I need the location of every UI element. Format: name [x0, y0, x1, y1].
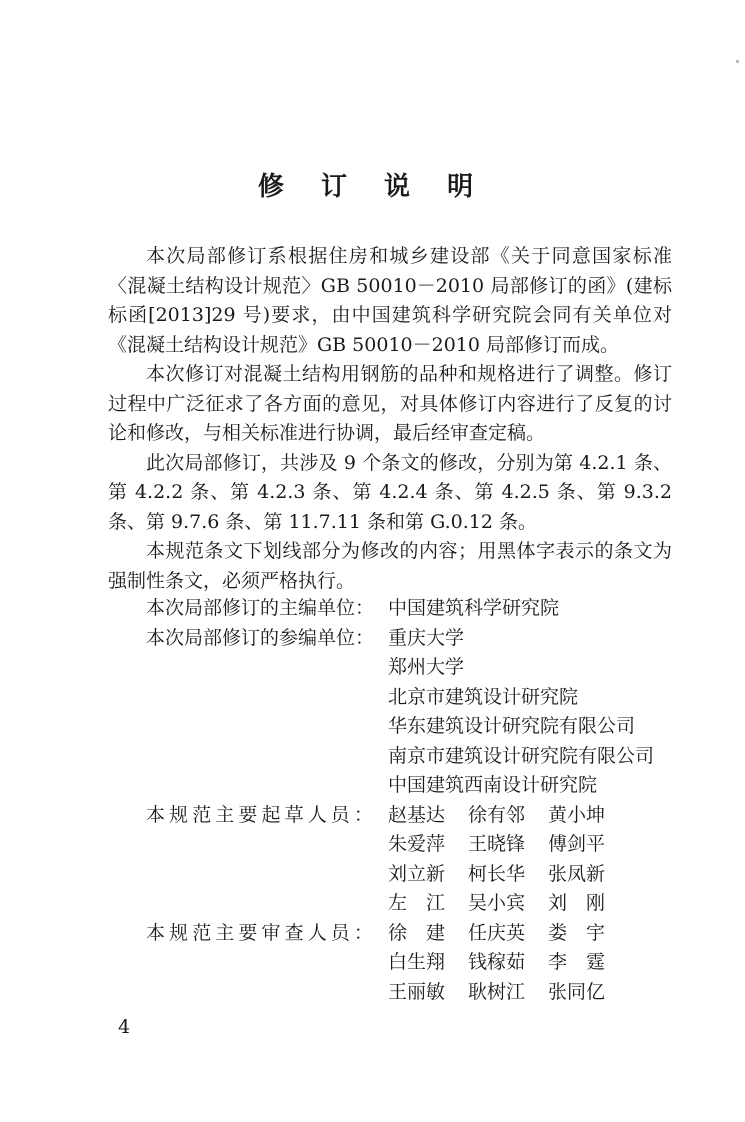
scan-artifact [736, 60, 739, 63]
drafter-name: 柯长华 [468, 862, 526, 885]
reviewer-name: 任庆英 [468, 921, 526, 944]
participating-unit: 华东建筑设计研究院有限公司 [388, 715, 636, 737]
participating-unit: 北京市建筑设计研究院 [388, 685, 579, 708]
participating-unit: 郑州大学 [388, 656, 465, 678]
reviewer-name: 王丽敏 [388, 980, 446, 1003]
reviewers-row [108, 948, 708, 978]
reviewers-label: 本规范主要审查人员： [146, 921, 378, 944]
reviewer-name: 白生翔 [388, 951, 446, 973]
reviewer-name: 耿树江 [468, 980, 526, 1003]
participating-unit-row [108, 683, 708, 713]
reviewer-name: 张同亿 [548, 980, 606, 1003]
page-title: 修 订 说 明 [257, 172, 488, 202]
participating-unit: 重庆大学 [388, 626, 465, 649]
reviewer-name: 娄 宇 [548, 921, 606, 944]
reviewers-row [108, 919, 708, 949]
drafters-row [108, 801, 708, 831]
drafter-name: 刘 刚 [548, 892, 606, 914]
drafter-name: 张凤新 [548, 862, 606, 885]
paragraph-articles: 此次局部修订，共涉及 9 个条文的修改，分别为第 4.2.1 条、第 4.2.2 条、第 4.2.3 条、第 4.2.4 条、第 4.2.5 条、第 9.3.2 条、第 9.7.6 条、第 11.7.11 条和第 G.0.12 条。 [108, 451, 672, 533]
drafter-name: 傅剑平 [548, 833, 606, 855]
paragraph-notation: 本规范条文下划线部分为修改的内容；用黑体字表示的条文为强制性条文，必须严格执行。 [108, 540, 672, 592]
participating-unit-row [108, 712, 708, 742]
participating-unit-row [108, 624, 708, 654]
contributors-list [108, 594, 708, 1007]
chief-unit-value: 中国建筑科学研究院 [388, 597, 560, 619]
page-number: 4 [118, 1016, 131, 1038]
reviewer-name: 钱稼茹 [468, 951, 526, 973]
drafter-name: 王晓锋 [468, 833, 526, 855]
reviewers-row [108, 978, 708, 1008]
chief-unit-row [108, 594, 708, 624]
drafters-row [108, 860, 708, 890]
participating-units-label: 本次局部修订的参编单位： [146, 626, 375, 649]
drafter-name: 徐有邻 [468, 803, 526, 826]
participating-unit: 南京市建筑设计研究院有限公司 [388, 744, 655, 767]
participating-unit-row [108, 742, 708, 772]
drafters-row [108, 889, 708, 919]
participating-unit-row [108, 771, 708, 801]
drafter-name: 赵基达 [388, 803, 446, 826]
paragraph-basis: 本次局部修订系根据住房和城乡建设部《关于同意国家标准〈混凝土结构设计规范〉GB 50010－2010 局部修订的函》(建标标函[2013]29 号)要求，由中国建筑科学研究院会同有关单位对《混凝土结构设计规范》GB 50010－2010 局部修订而成。 [108, 245, 672, 356]
drafter-name: 左 江 [388, 892, 446, 914]
participating-unit: 中国建筑西南设计研究院 [388, 774, 598, 796]
drafter-name: 刘立新 [388, 862, 446, 885]
drafters-row [108, 830, 708, 860]
chief-unit-label: 本次局部修订的主编单位： [146, 597, 375, 619]
drafters-label: 本规范主要起草人员： [146, 803, 378, 826]
drafter-name: 吴小宾 [468, 892, 526, 914]
drafter-name: 朱爱萍 [388, 833, 446, 855]
participating-unit-row [108, 653, 708, 683]
reviewer-name: 李 霆 [548, 951, 606, 973]
paragraph-scope: 本次修订对混凝土结构用钢筋的品种和规格进行了调整。修订过程中广泛征求了各方面的意见，对具体修订内容进行了反复的讨论和修改，与相关标准进行协调，最后经审查定稿。 [108, 363, 672, 444]
reviewer-name: 徐 建 [388, 921, 446, 944]
drafter-name: 黄小坤 [548, 803, 606, 826]
body-text [108, 242, 672, 596]
